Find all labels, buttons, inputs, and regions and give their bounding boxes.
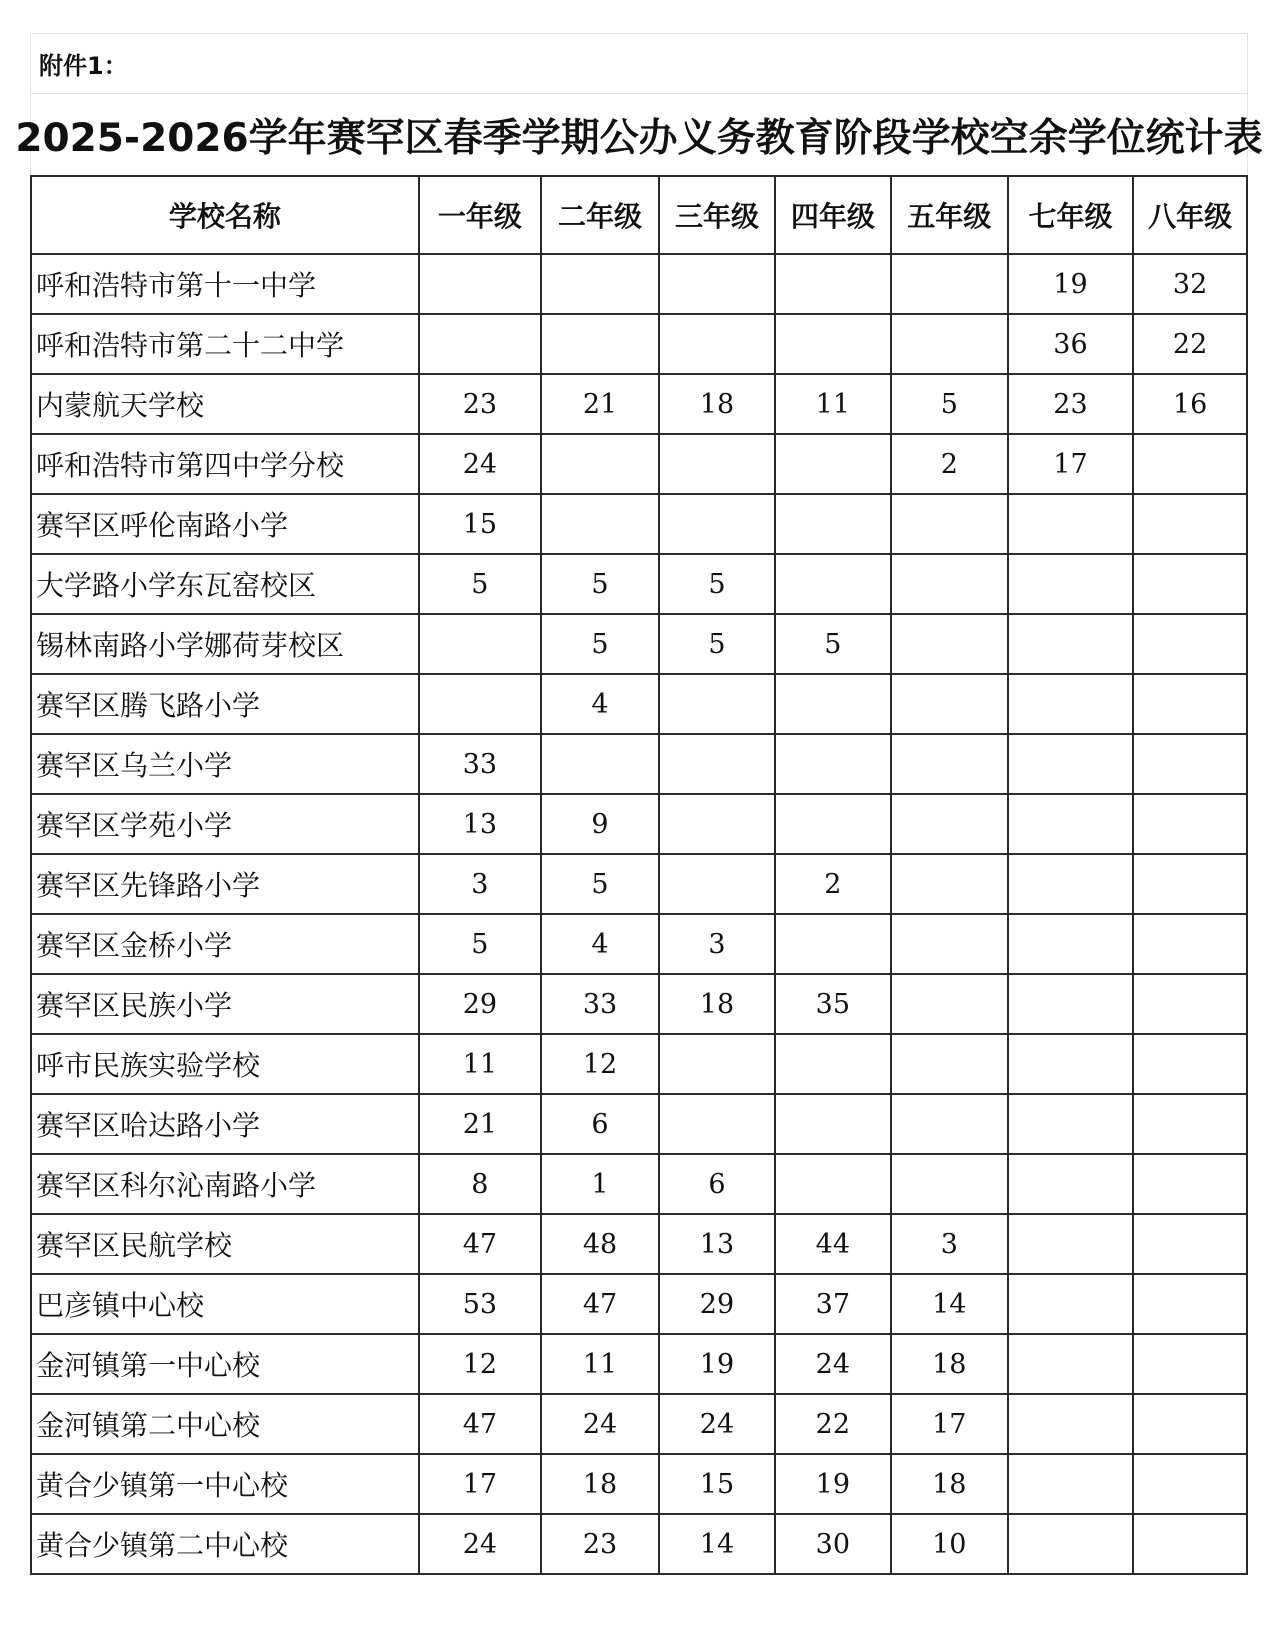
vacancy-count-cell: [891, 854, 1008, 914]
vacancy-count-cell: [1133, 854, 1247, 914]
vacancy-count-cell: 13: [419, 794, 541, 854]
vacancy-count-cell: [891, 914, 1008, 974]
school-name-cell: 呼和浩特市第二十二中学: [31, 314, 419, 374]
vacancy-count-cell: 17: [419, 1454, 541, 1514]
vacancy-count-cell: 2: [891, 434, 1008, 494]
vacancy-count-cell: [891, 974, 1008, 1034]
school-name-cell: 黄合少镇第二中心校: [31, 1514, 419, 1574]
table-row: [31, 1334, 1247, 1394]
vacancy-count-cell: 5: [419, 554, 541, 614]
school-name-cell: 赛罕区金桥小学: [31, 914, 419, 974]
table-row: [31, 1274, 1247, 1334]
vacancy-count-cell: 11: [419, 1034, 541, 1094]
vacancy-count-cell: 19: [659, 1334, 775, 1394]
school-name-cell: 巴彦镇中心校: [31, 1274, 419, 1334]
vacancy-count-cell: [659, 1034, 775, 1094]
vacancy-count-cell: [891, 674, 1008, 734]
vacancy-count-cell: [541, 734, 659, 794]
vacancy-count-cell: 47: [419, 1214, 541, 1274]
vacancy-count-cell: 10: [891, 1514, 1008, 1574]
page-title: 2025-2026学年赛罕区春季学期公办义务教育阶段学校空余学位统计表: [30, 93, 1248, 175]
school-name-cell: 赛罕区学苑小学: [31, 794, 419, 854]
vacancy-count-cell: 33: [541, 974, 659, 1034]
vacancy-count-cell: [659, 254, 775, 314]
vacancy-count-cell: 21: [541, 374, 659, 434]
vacancy-count-cell: 18: [891, 1334, 1008, 1394]
vacancy-count-cell: [1133, 914, 1247, 974]
column-header-grade: 八年级: [1133, 176, 1247, 254]
school-name-cell: 内蒙航天学校: [31, 374, 419, 434]
vacancy-count-cell: [1133, 734, 1247, 794]
vacancy-count-cell: [541, 314, 659, 374]
vacancy-count-cell: 24: [775, 1334, 891, 1394]
vacancy-count-cell: [1008, 1154, 1133, 1214]
vacancy-count-cell: 15: [659, 1454, 775, 1514]
vacancy-count-cell: [775, 914, 891, 974]
vacancy-count-cell: [1008, 854, 1133, 914]
table-row: [31, 1394, 1247, 1454]
vacancy-count-cell: 3: [419, 854, 541, 914]
vacancy-count-cell: [1133, 554, 1247, 614]
school-name-cell: 赛罕区科尔沁南路小学: [31, 1154, 419, 1214]
vacancy-count-cell: 29: [659, 1274, 775, 1334]
vacancy-count-cell: [659, 794, 775, 854]
vacancy-count-cell: 24: [419, 1514, 541, 1574]
vacancy-count-cell: [1008, 554, 1133, 614]
vacancy-count-cell: [1133, 1394, 1247, 1454]
vacancy-count-cell: 9: [541, 794, 659, 854]
column-header-grade: 五年级: [891, 176, 1008, 254]
table-row: [31, 734, 1247, 794]
vacancy-count-cell: [891, 794, 1008, 854]
vacancy-count-cell: 23: [1008, 374, 1133, 434]
vacancy-count-cell: 5: [541, 554, 659, 614]
vacancy-count-cell: 12: [419, 1334, 541, 1394]
vacancy-count-cell: 5: [659, 614, 775, 674]
vacancy-count-cell: 11: [541, 1334, 659, 1394]
vacancy-count-cell: [419, 254, 541, 314]
vacancy-count-cell: 18: [659, 374, 775, 434]
vacancy-count-cell: 36: [1008, 314, 1133, 374]
vacancy-count-cell: 2: [775, 854, 891, 914]
vacancy-count-cell: 37: [775, 1274, 891, 1334]
vacancy-count-cell: [1133, 614, 1247, 674]
vacancy-count-cell: [775, 734, 891, 794]
vacancy-count-cell: 18: [891, 1454, 1008, 1514]
column-header-grade: 三年级: [659, 176, 775, 254]
vacancy-count-cell: 6: [659, 1154, 775, 1214]
school-name-cell: 金河镇第二中心校: [31, 1394, 419, 1454]
vacancy-count-cell: [1133, 434, 1247, 494]
vacancy-count-cell: 24: [659, 1394, 775, 1454]
school-name-cell: 赛罕区先锋路小学: [31, 854, 419, 914]
vacancy-count-cell: [891, 1154, 1008, 1214]
vacancy-count-cell: [891, 554, 1008, 614]
vacancy-count-cell: [775, 674, 891, 734]
vacancy-count-cell: [541, 494, 659, 554]
column-header-grade: 七年级: [1008, 176, 1133, 254]
table-row: [31, 1154, 1247, 1214]
vacancy-count-cell: 3: [659, 914, 775, 974]
vacancy-count-cell: [1133, 974, 1247, 1034]
vacancy-count-cell: [419, 674, 541, 734]
vacancy-count-cell: [1133, 674, 1247, 734]
vacancy-count-cell: [659, 1094, 775, 1154]
vacancy-count-cell: 15: [419, 494, 541, 554]
vacancy-count-cell: 44: [775, 1214, 891, 1274]
vacancy-count-cell: [891, 614, 1008, 674]
vacancy-count-cell: [659, 734, 775, 794]
vacancy-count-cell: 32: [1133, 254, 1247, 314]
table-row: [31, 974, 1247, 1034]
vacancy-count-cell: 18: [659, 974, 775, 1034]
school-name-cell: 赛罕区民航学校: [31, 1214, 419, 1274]
vacancy-count-cell: [1008, 1094, 1133, 1154]
vacancy-count-cell: 17: [891, 1394, 1008, 1454]
vacancy-count-cell: 8: [419, 1154, 541, 1214]
vacancy-count-cell: [1008, 1334, 1133, 1394]
table-row: [31, 434, 1247, 494]
school-name-cell: 赛罕区民族小学: [31, 974, 419, 1034]
vacancy-count-cell: [1133, 1274, 1247, 1334]
vacancy-count-cell: [775, 314, 891, 374]
vacancy-count-cell: [1008, 1274, 1133, 1334]
attachment-label: 附件1：: [30, 33, 1248, 93]
table-row: [31, 554, 1247, 614]
school-name-cell: 大学路小学东瓦窑校区: [31, 554, 419, 614]
vacancy-count-cell: 22: [1133, 314, 1247, 374]
vacancy-count-cell: 48: [541, 1214, 659, 1274]
vacancy-count-cell: [419, 614, 541, 674]
table-row: [31, 614, 1247, 674]
vacancy-count-cell: [775, 554, 891, 614]
table-row: [31, 854, 1247, 914]
vacancy-count-cell: [1008, 1214, 1133, 1274]
vacancy-count-cell: [659, 314, 775, 374]
vacancy-count-cell: [1133, 1514, 1247, 1574]
vacancy-count-cell: [1008, 494, 1133, 554]
vacancy-count-cell: 30: [775, 1514, 891, 1574]
vacancy-count-cell: [891, 1094, 1008, 1154]
vacancy-count-cell: [891, 254, 1008, 314]
vacancy-count-cell: [1008, 1034, 1133, 1094]
table-body: [31, 254, 1247, 1574]
vacancy-count-cell: 3: [891, 1214, 1008, 1274]
vacancy-count-cell: 47: [541, 1274, 659, 1334]
vacancy-count-cell: [1008, 734, 1133, 794]
vacancy-count-cell: [775, 1154, 891, 1214]
vacancy-count-cell: 53: [419, 1274, 541, 1334]
vacancy-count-cell: [1008, 674, 1133, 734]
vacancy-count-cell: [1133, 1154, 1247, 1214]
school-name-cell: 赛罕区哈达路小学: [31, 1094, 419, 1154]
vacancy-count-cell: [891, 314, 1008, 374]
vacancy-count-cell: [1008, 974, 1133, 1034]
column-header-grade: 四年级: [775, 176, 891, 254]
vacancy-count-cell: [659, 854, 775, 914]
vacancy-count-cell: [1133, 1334, 1247, 1394]
vacancy-count-cell: 11: [775, 374, 891, 434]
table-row: [31, 374, 1247, 434]
vacancy-count-cell: [775, 254, 891, 314]
vacancy-count-cell: 14: [891, 1274, 1008, 1334]
table-row: [31, 914, 1247, 974]
vacancy-count-cell: [1008, 1514, 1133, 1574]
school-name-cell: 呼和浩特市第四中学分校: [31, 434, 419, 494]
vacancy-count-cell: [775, 494, 891, 554]
column-header-grade: 二年级: [541, 176, 659, 254]
vacancy-count-cell: [775, 794, 891, 854]
table-row: [31, 494, 1247, 554]
table-row: [31, 1514, 1247, 1574]
vacancy-count-cell: [1008, 1394, 1133, 1454]
school-name-cell: 赛罕区乌兰小学: [31, 734, 419, 794]
vacancy-count-cell: [659, 434, 775, 494]
vacancy-count-cell: 18: [541, 1454, 659, 1514]
vacancy-count-cell: [1133, 1034, 1247, 1094]
vacancy-count-cell: 47: [419, 1394, 541, 1454]
vacancy-count-cell: [1133, 1454, 1247, 1514]
school-name-cell: 赛罕区腾飞路小学: [31, 674, 419, 734]
vacancy-count-cell: 4: [541, 674, 659, 734]
school-name-cell: 呼市民族实验学校: [31, 1034, 419, 1094]
vacancy-count-cell: 6: [541, 1094, 659, 1154]
table-row: [31, 254, 1247, 314]
vacancy-count-cell: 5: [419, 914, 541, 974]
vacancy-count-cell: [541, 254, 659, 314]
school-name-cell: 黄合少镇第一中心校: [31, 1454, 419, 1514]
vacancy-count-cell: [1133, 494, 1247, 554]
header-row: [31, 176, 1247, 254]
vacancy-count-cell: 23: [541, 1514, 659, 1574]
table-row: [31, 1094, 1247, 1154]
vacancy-count-cell: [1133, 1094, 1247, 1154]
vacancy-count-cell: 5: [541, 614, 659, 674]
column-header-school-name: 学校名称: [31, 176, 419, 254]
vacancy-count-cell: 5: [891, 374, 1008, 434]
vacancy-count-cell: 5: [541, 854, 659, 914]
vacancy-count-cell: 23: [419, 374, 541, 434]
vacancy-count-cell: 1: [541, 1154, 659, 1214]
school-name-cell: 金河镇第一中心校: [31, 1334, 419, 1394]
column-header-grade: 一年级: [419, 176, 541, 254]
vacancy-count-cell: [659, 674, 775, 734]
vacancy-count-cell: 5: [775, 614, 891, 674]
school-name-cell: 赛罕区呼伦南路小学: [31, 494, 419, 554]
vacancy-count-cell: [891, 494, 1008, 554]
vacancy-count-cell: [1008, 794, 1133, 854]
vacancy-count-cell: 33: [419, 734, 541, 794]
vacancy-count-cell: 14: [659, 1514, 775, 1574]
school-name-cell: 锡林南路小学娜荷芽校区: [31, 614, 419, 674]
vacancy-count-cell: 24: [541, 1394, 659, 1454]
table-row: [31, 1034, 1247, 1094]
table-row: [31, 1214, 1247, 1274]
vacancy-count-cell: 13: [659, 1214, 775, 1274]
vacancy-count-cell: [1008, 914, 1133, 974]
vacancy-count-cell: 35: [775, 974, 891, 1034]
vacancy-count-cell: [1133, 1214, 1247, 1274]
vacancy-count-cell: [775, 434, 891, 494]
vacancy-count-cell: 12: [541, 1034, 659, 1094]
vacancy-count-cell: [1133, 794, 1247, 854]
vacancy-count-cell: 29: [419, 974, 541, 1034]
vacancy-count-cell: [1008, 614, 1133, 674]
table-row: [31, 314, 1247, 374]
vacancy-count-cell: [891, 1034, 1008, 1094]
vacancy-count-cell: 4: [541, 914, 659, 974]
vacancy-count-cell: [775, 1094, 891, 1154]
vacancy-count-cell: [419, 314, 541, 374]
table-row: [31, 674, 1247, 734]
table-row: [31, 1454, 1247, 1514]
vacancy-count-cell: 17: [1008, 434, 1133, 494]
vacancy-count-cell: 19: [775, 1454, 891, 1514]
vacancy-count-cell: 16: [1133, 374, 1247, 434]
vacancy-count-cell: [1008, 1454, 1133, 1514]
document-sheet: [15, 33, 1263, 1575]
vacancy-count-cell: [891, 734, 1008, 794]
vacancy-count-cell: 22: [775, 1394, 891, 1454]
vacancy-count-cell: [775, 1034, 891, 1094]
vacancy-table: [30, 175, 1248, 1575]
vacancy-count-cell: [659, 494, 775, 554]
vacancy-count-cell: 5: [659, 554, 775, 614]
table-row: [31, 794, 1247, 854]
vacancy-count-cell: [541, 434, 659, 494]
vacancy-count-cell: 19: [1008, 254, 1133, 314]
school-name-cell: 呼和浩特市第十一中学: [31, 254, 419, 314]
vacancy-count-cell: 21: [419, 1094, 541, 1154]
vacancy-count-cell: 24: [419, 434, 541, 494]
